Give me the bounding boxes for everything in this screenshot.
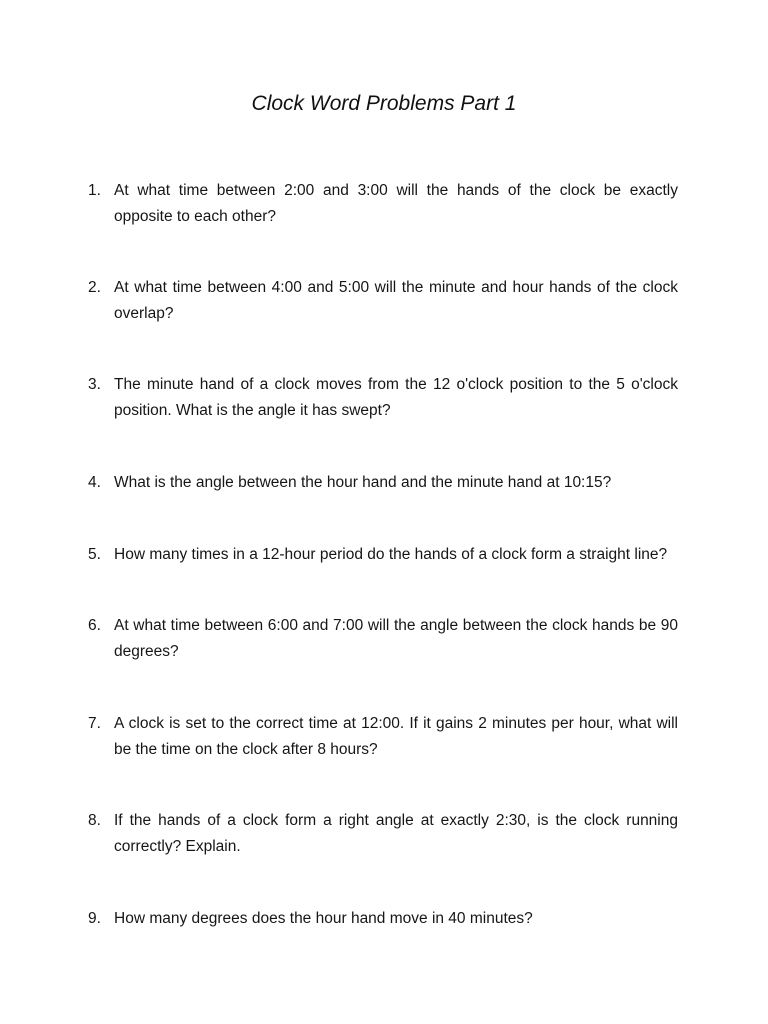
problem-text: At what time between 2:00 and 3:00 will the hands of the clock be exactly opposite to each other? — [114, 182, 678, 225]
problem-number: 3. — [88, 376, 101, 393]
problem-text: A clock is set to the correct time at 12:00. If it gains 2 minutes per hour, what will be the time on the clock after 8 hours? — [114, 715, 678, 758]
problem-text: If the hands of a clock form a right angle at exactly 2:30, is the clock running correctly? Explain. — [114, 812, 678, 855]
problem-item — [88, 178, 678, 230]
problem-item — [88, 808, 678, 860]
problem-text: What is the angle between the hour hand and the minute hand at 10:15? — [114, 474, 612, 491]
problem-item — [88, 275, 678, 327]
page-title: Clock Word Problems Part 1 — [251, 92, 517, 115]
problem-item — [88, 613, 678, 665]
problem-number: 9. — [88, 910, 101, 927]
problem-item — [88, 372, 678, 424]
problem-number: 7. — [88, 715, 101, 732]
problem-item — [88, 470, 678, 496]
problem-item — [88, 711, 678, 763]
problem-number: 2. — [88, 279, 101, 296]
problem-number: 1. — [88, 182, 101, 199]
problem-text: The minute hand of a clock moves from the 12 o'clock position to the 5 o'clock position. What is the angle it has swept? — [114, 376, 678, 419]
problem-number: 6. — [88, 617, 101, 634]
problem-text: At what time between 4:00 and 5:00 will the minute and hour hands of the clock overlap? — [114, 279, 678, 322]
problem-number: 8. — [88, 812, 101, 829]
problem-number: 4. — [88, 474, 101, 491]
problem-number: 5. — [88, 546, 101, 563]
problem-text: How many times in a 12-hour period do the hands of a clock form a straight line? — [114, 546, 668, 563]
problem-text: At what time between 6:00 and 7:00 will the angle between the clock hands be 90 degrees? — [114, 617, 678, 660]
problem-item — [88, 906, 678, 932]
problem-item — [88, 542, 678, 568]
problem-text: How many degrees does the hour hand move in 40 minutes? — [114, 910, 533, 927]
